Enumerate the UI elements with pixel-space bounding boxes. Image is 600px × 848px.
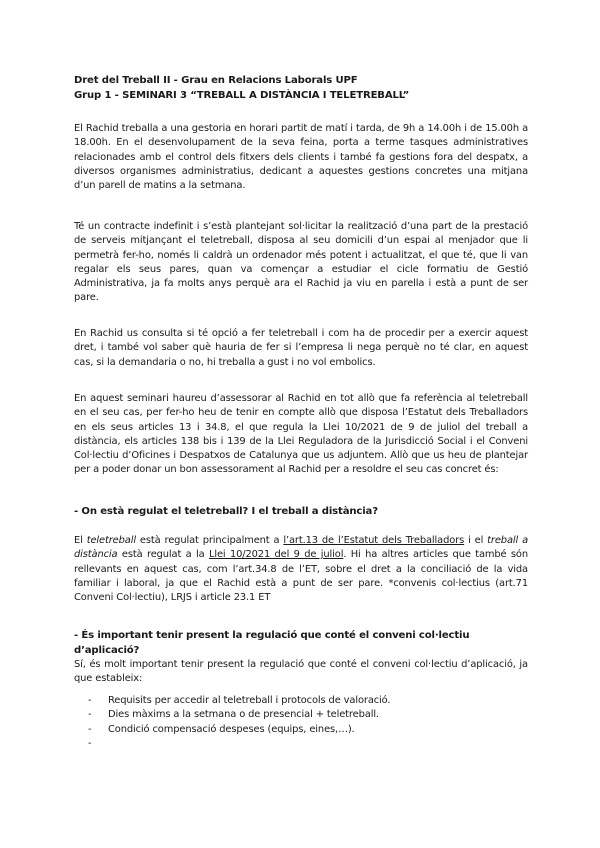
- term-teletreball: teletreball: [86, 535, 136, 546]
- document-page: [74, 74, 529, 750]
- answer-1-text-a: El: [74, 535, 87, 546]
- answer-1-text-b: està regulat principalment a: [135, 535, 284, 546]
- answer-1-text-d: està regulat a la: [117, 549, 209, 561]
- case-paragraph-3: En Rachid us consulta si té opció a fer teletreball i com ha de procedir per a exercir aquest dret, i també vol saber què hauria de fer si l’empresa li nega perquè no té clar, en aquest cas, si la demandaria o no, hi treballa a gust i no vol embolics.: [74, 328, 528, 368]
- case-paragraph-4: En aquest seminari haureu d’assessorar al Rachid en tot allò que fa referència al teletreball en el seu cas, per fer-ho heu de tenir en compte allò que disposa l’Estatut dels Treballadors en els seus articles 13 i 34.8, el que regula la Llei 10/2021 de 9 de juliol del treball a distància, els articles 138 bis i 139 de la Llei Reguladora de la Jurisdicció Social i el Conveni Col·lectiu d’Oficines i Despatxos de Catalunya que us adjuntem. Allò que us heu de plantejar per a poder donar un bon assessorament al Rachid per a resoldre el seu cas concret és:: [74, 393, 528, 476]
- list-item-text: Dies màxims a la setmana o de presencial + teletreball.: [108, 709, 379, 721]
- list-dash: -: [88, 695, 92, 706]
- answer-2: Sí, és molt important tenir present la regulació que conté el conveni col·lectiu d’aplicació, ja que estableix:: [74, 659, 528, 685]
- requirements-list: [88, 694, 528, 750]
- list-item: [88, 723, 528, 737]
- answer-1-text-c: i el: [464, 535, 488, 546]
- document-header: [74, 74, 528, 103]
- seminar-title: Grup 1 - SEMINARI 3 “TREBALL A DISTÀNCIA I TELETREBALL”: [74, 89, 410, 101]
- list-dash: -: [88, 738, 92, 750]
- link-estatut-treballadors[interactable]: l’art.13 de l’Estatut dels Treballadors: [283, 535, 465, 546]
- term-treball-a-distancia: treball a distància: [74, 535, 529, 561]
- list-item-text: Requisits per accedir al teletreball i protocols de valoració.: [108, 695, 391, 706]
- link-llei-10-2021[interactable]: Llei 10/2021 del 9 de juliol: [208, 549, 344, 561]
- question-2: - És important tenir present la regulació que conté el conveni col·lectiu d’aplicació?: [74, 630, 470, 656]
- list-dash: -: [88, 709, 92, 721]
- case-paragraph-1: El Rachid treballa a una gestoria en horari partit de matí i tarda, de 9h a 14.00h i de 15.00h a 18.00h. En el desenvolupament de la seva feina, porta a terme tasques administratives relacionades amb el control dels fitxers dels clients i també fa gestions fora del despatx, a diversos organismes administratius, dedicant a aquestes gestions concretes una mitjana d’un parell de matins a la setmana.: [74, 123, 528, 192]
- case-paragraph-2: Té un contracte indefinit i s’està plantejant sol·licitar la realització d’una part de la prestació de serveis mitjançant el teletreball, disposa al seu domicili d’un espai al menjador que li permetrà fer-ho, només li caldrà un ordenador més potent i actualitzat, el que té, que li van regalar els seus pares, quan va començar a estudiar el cicle formatiu de Gestió Administrativa, ja fa molts anys perquè ara el Rachid ja viu en parella i està a punt de ser pare.: [74, 221, 528, 304]
- course-title: Dret del Treball II - Grau en Relacions Laborals UPF: [74, 75, 358, 86]
- answer-1: [74, 534, 528, 605]
- question-1: - On està regulat el teletreball? I el treball a distància?: [74, 506, 378, 517]
- list-item-text: Condició compensació despeses (equips, eines,…).: [108, 723, 355, 735]
- list-dash: -: [88, 723, 92, 735]
- list-item: [88, 708, 528, 722]
- answer-1-text-e: . Hi ha altres articles que també són rellevants en aquest cas, com l’art.34.8 de l’ET, sobre el dret a la conciliació de la vida familiar i laboral, ja que el Rachid està a punt de ser pare. *convenis col·lectius (art.71 Conveni Col·lectiu), LRJS i article 23.1 ET: [74, 549, 528, 604]
- list-item: [88, 694, 528, 708]
